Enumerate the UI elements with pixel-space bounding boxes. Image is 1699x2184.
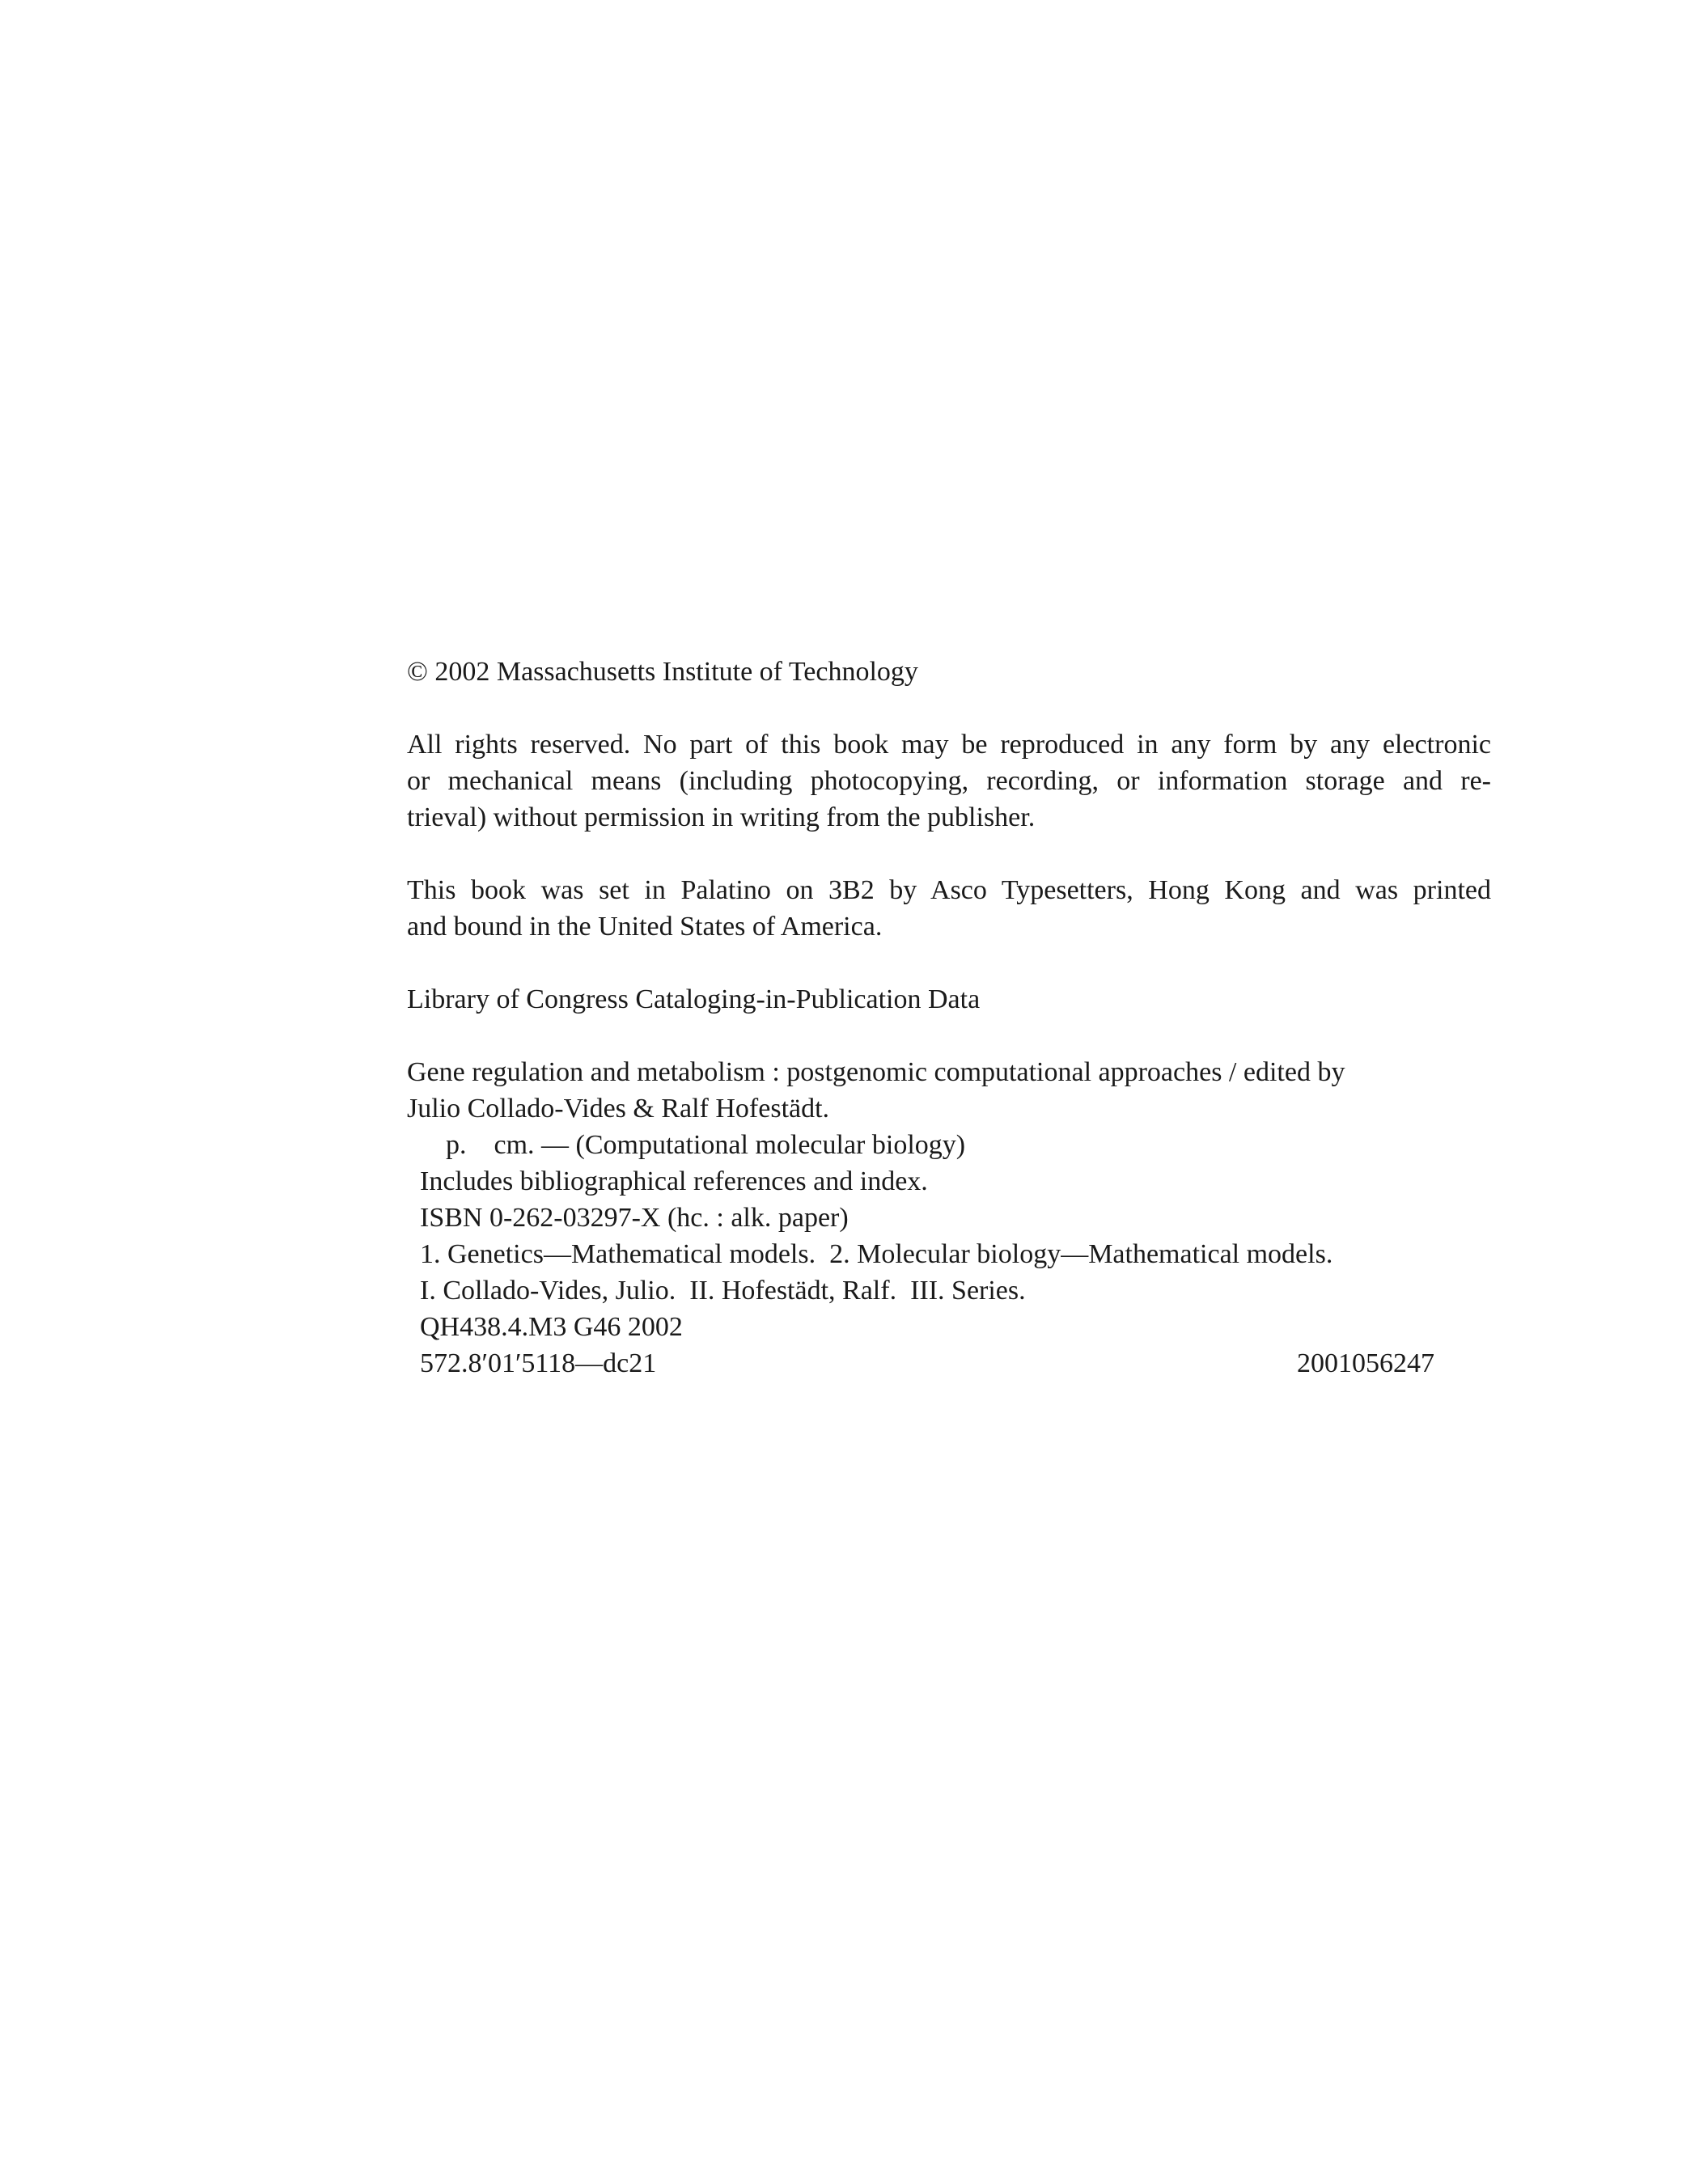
copyright-notice: © 2002 Massachusetts Institute of Technology [407, 657, 918, 687]
cip-lccn: 2001056247 [1297, 1348, 1434, 1378]
cip-isbn: ISBN 0-262-03297-X (hc. : alk. paper) [420, 1203, 849, 1233]
cip-added-entries: I. Collado-Vides, Julio. II. Hofestädt, Ralf. III. Series. [420, 1276, 1026, 1306]
rights-statement [407, 726, 1491, 836]
typesetting-line: and bound in the United States of America. [407, 912, 883, 942]
rights-line: or mechanical means (including photocopying, recording, or information storage and re- [407, 766, 1491, 796]
rights-line: All rights reserved. No part of this book may be reproduced in any form by any electronic [407, 730, 1491, 760]
cip-title-line: Julio Collado-Vides & Ralf Hofestädt. [407, 1094, 830, 1124]
cip-heading: Library of Congress Cataloging-in-Publication Data [407, 984, 981, 1014]
cip-data [407, 1054, 1491, 1382]
rights-line: trieval) without permission in writing from the publisher. [407, 802, 1036, 832]
cip-title-line: Gene regulation and metabolism : postgenomic computational approaches / edited by [407, 1057, 1345, 1087]
cip-bibliography-note: Includes bibliographical references and index. [420, 1166, 928, 1196]
typesetting-line: This book was set in Palatino on 3B2 by Asco Typesetters, Hong Kong and was printed [407, 875, 1491, 905]
cip-dewey: 572.8′01′5118—dc21 [420, 1348, 657, 1378]
cip-physical-description: p. cm. — (Computational molecular biology) [446, 1130, 966, 1160]
typesetting-statement [407, 872, 1491, 945]
cip-subjects: 1. Genetics—Mathematical models. 2. Molecular biology—Mathematical models. [420, 1239, 1333, 1269]
cip-classification-row [407, 1345, 1434, 1382]
cip-lc-classification: QH438.4.M3 G46 2002 [420, 1312, 683, 1342]
